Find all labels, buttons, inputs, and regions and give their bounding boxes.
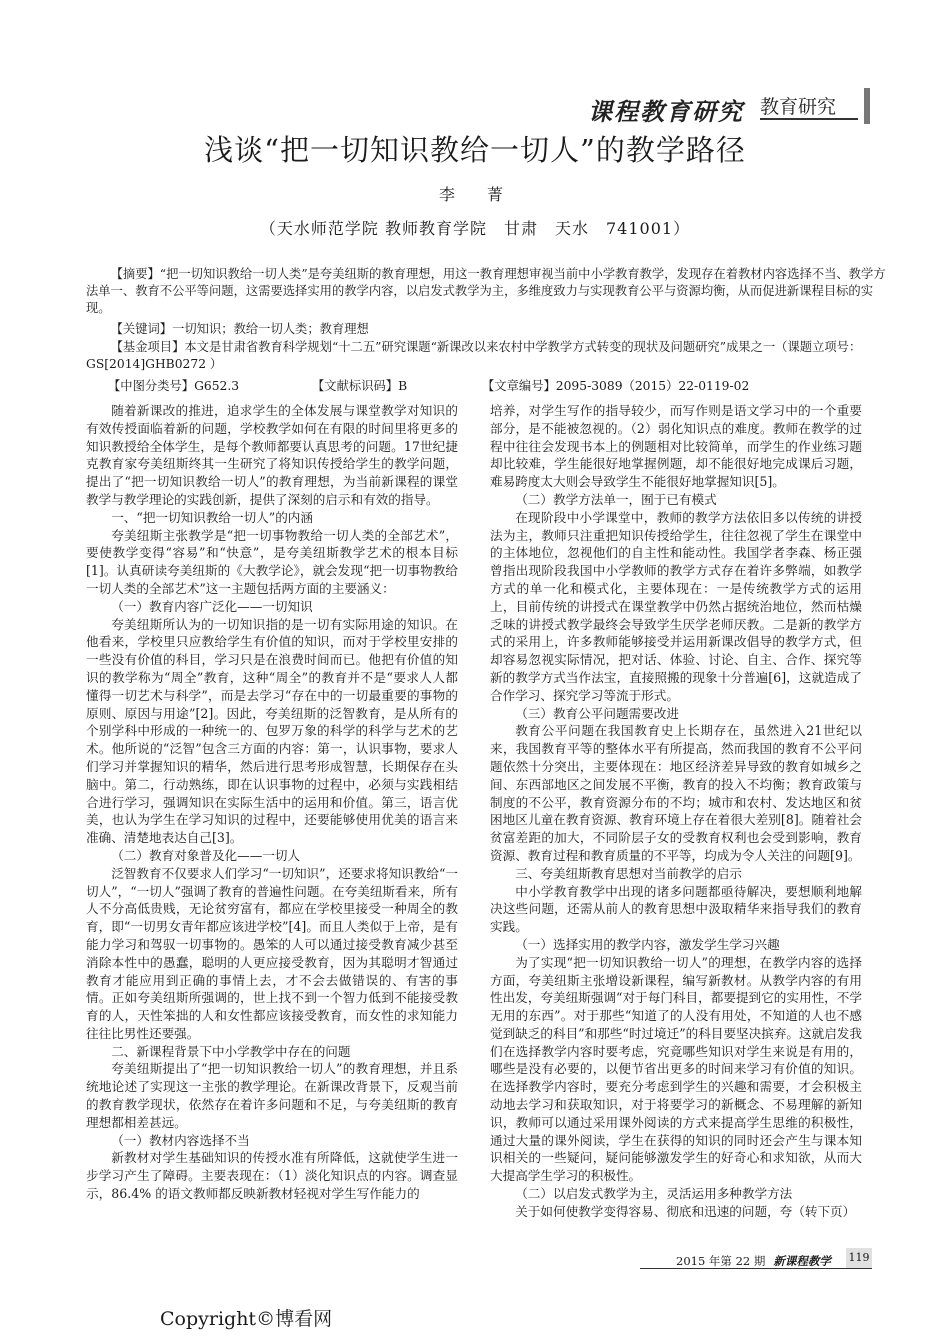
paragraph: 夸美纽斯提出了“把一切知识教给一切人”的教育理想，并且系统地论述了实现这一主张的教学理论。在新课改背景下，反观当前的教育教学现状，依然存在着许多问题和不足，与夸美纽斯的教育理想都相差甚远。 xyxy=(86,1061,458,1130)
author-name: 李 菁 xyxy=(438,185,511,204)
paragraph: 为了实现“把一切知识教给一切人”的理想，在教学内容的选择方面，夸美纽斯主张增设新课程，编写新教材。从教学内容的有用性出发，夸美纽斯强调“对于每门科目，都要提到它的实用性，不学无用的东西”。对于那些“知道了的人没有用处，不知道的人也不感觉到缺乏的科目”和那些“时过境迁”的科目要坚决摈弃。这就启发我们在选择教学内容时要考虑，究竟哪些知识对学生来说是有用的，哪些是没有必要的，以便节省出更多的时间来学习有价值的知识。在选择教学内容时，要充分考虑到学生的兴趣和需要，才会积极主动地去学习和获取知识，对于将要学习的新概念、不易理解的新知识，教师可以通过采用课外阅读的方式来提高学生思维的积极性，通过大量的课外阅读，学生在获得的知识的同时还会产生与课本知识相关的一些疑问，疑问能够激发学生的好奇心和求知欲，从而大大提高学生学习的积极性。 xyxy=(490,954,862,1184)
abstract-text: 【摘要】“把一切知识教给一切人类”是夸美纽斯的教育理想，用这一教育理想审视当前中小学教育教学，发现存在着教材内容选择不当、教学方法单一、教育不公平等问题，这需要选择实用的教学内容，以启发式教学为主，多维度致力与实现教育公平与资源均衡，从而促进新课程目标的实现。 xyxy=(86,267,886,315)
keywords xyxy=(86,321,886,338)
subsection-heading: （二）教育对象普及化——一切人 xyxy=(111,847,301,863)
paragraph: 教育公平问题在我国教育史上长期存在，虽然进入21世纪以来，我国教育平等的整体水平有所提高，然而我国的教育不公平问题依然十分突出，主要体现在：地区经济差异导致的教育如城乡之间、东西部地区之间发展不平衡，教育的投入不均衡；教育政策与制度的不公平，教育资源分布的不均；城市和农村、发达地区和贫困地区儿童在教育资源、教育环境上存在着很大差别[8]。随着社会贫富差距的加大，不同阶层子女的受教育权利也会受到影响，教育资源、教育过程和教育质量的不平等，均成为令人关注的问题[9]。 xyxy=(490,723,862,863)
section-heading: 一、“把一切知识教给一切人”的内涵 xyxy=(111,509,313,525)
journal-logo: 课程教育研究 xyxy=(588,97,744,126)
page-footer xyxy=(676,1253,831,1269)
document-code: 【文献标识码】B xyxy=(312,379,408,393)
paragraph: 培养，对学生写作的指导较少，而写作则是语文学习中的一个重要部分，是不能被忽视的。（2）弱化知识点的难度。教师在教学的过程中往往会发现书本上的例题相对比较简单，而学生的作业练习题却比较难，学生能很好地掌握例题，却不能很好地完成课后习题，难易跨度太大则会导致学生不能很好地掌握知识[5]。 xyxy=(490,403,862,490)
issue-info: 2015 年第 22 期 xyxy=(676,1254,766,1268)
article-number: 【文章编号】2095-3089（2015）22-0119-02 xyxy=(482,379,750,393)
subsection-heading: （二）教学方法单一，囿于已有模式 xyxy=(515,491,717,507)
running-header xyxy=(560,88,870,124)
paragraph: 关于如何使教学变得容易、彻底和迅速的问题，夸（转下页） xyxy=(515,1203,856,1219)
fund-project xyxy=(86,339,886,373)
paragraph: 新教材对学生基础知识的传授水准有所降低，这就使学生进一步学习产生了障碍。主要表现在：（1）淡化知识点的内容。调查显示，86.4% 的语文教师都反映新教材轻视对学生写作能力的 xyxy=(86,1150,458,1202)
body-column-right xyxy=(490,402,862,1270)
footer-rule xyxy=(640,1268,872,1269)
subsection-heading: （二）以启发式教学为主，灵活运用多种教学方法 xyxy=(515,1186,793,1202)
paragraph: 随着新课改的推进，追求学生的全体发展与课堂教学对知识的有效传授面临着新的问题，学校教学如何在有限的时间里将更多的知识教授给全体学生，是每个教师都要认真思考的问题。17世纪捷克教育家夸美纽斯终其一生研究了将知识传授给学生的教学问题，提出了“把一切知识教给一切人”的教育理想，为当前新课程的课堂教学与教学理论的实践创新，提供了深刻的启示和有效的指导。 xyxy=(86,403,458,507)
keywords-text: 【关键词】一切知识；教给一切人类；教育理想 xyxy=(110,322,369,336)
article-title: 浅谈“把一切知识教给一切人”的教学路径 xyxy=(204,133,746,167)
abstract xyxy=(86,266,886,317)
paragraph: 在现阶段中小学课堂中，教师的教学方法依旧多以传统的讲授法为主，教师只注重把知识传授给学生，往往忽视了学生在课堂中的主体地位，忽视他们的自主性和能动性。我国学者李森、杨正强曾指出现阶段我国中小学教师的教学方式存在着许多弊端，如教学方式的单一化和模式化，主要体现在：一是传统教学方式的运用上，目前传统的讲授式在课堂教学中仍然占据统治地位，然而枯燥乏味的讲授式教学最终会导致学生厌学老师厌教。二是新的教学方式的采用上，许多教师能够接受并运用新课改倡导的教学方式，但却容易忽视实际情况，把对话、体验、讨论、自主、合作、探究等新的教学方式当作法宝，直接照搬的现象十分普遍[6]，这就造成了合作学习、探究学习等流于形式。 xyxy=(490,509,862,703)
paragraph: 夸美纽斯所认为的一切知识指的是一切有实际用途的知识。在他看来，学校里只应教给学生有价值的知识，而对于学校里安排的一些没有价值的科目，学习只是在浪费时间而已。他把有价值的知识的教学称为“周全”教育，这种“周全”的教育并不是“要求人人都懂得一切艺术与科学”，而是去学习“存在中的一切最重要的事物的原则、原因与用途”[2]。因此，夸美纽斯的泛智教育，是从所有的个别学科中形成的一种统一的、包罗万象的科学的科学与艺术的艺术。他所说的“泛智”包含三方面的内容：第一，认识事物，要求人们学习并掌握知识的精华，然后进行思考形成智慧，长期保存在头脑中。第二，行动熟练，即在认识事物的过程中，必须与实践相结合进行学习，强调知识在实际生活中的运用和价值。第三，语言优美，也认为学生在学习知识的过程中，还要能够使用优美的语言来准确、清楚地表达自己[3]。 xyxy=(86,616,458,846)
paragraph: 夸美纽斯主张教学是“把一切事物教给一切人类的全部艺术”，要使教学变得“容易”和“快意”，是夸美纽斯教学艺术的根本目标[1]。认真研读夸美纽斯的《大教学论》，就会发现“把一切事物教给一切人类的全部艺术”这一主题包括两方面的主要涵义： xyxy=(86,527,458,596)
paragraph: 中小学教育教学中出现的诸多问题都亟待解决，要想顺利地解决这些问题，还需从前人的教育思想中汲取精华来指导我们的教育实践。 xyxy=(490,883,862,935)
author-affiliation: （天水师范学院 教师教育学院 甘肃 天水 741001） xyxy=(259,219,691,238)
subsection-heading: （三）教育公平问题需要改进 xyxy=(515,705,679,721)
clc-number: 【中图分类号】G652.3 xyxy=(108,379,240,393)
section-label: 教育研究 xyxy=(760,96,837,118)
magazine-name: 新课程教学 xyxy=(773,1254,831,1268)
subsection-heading: （一）教育内容广泛化——一切知识 xyxy=(111,598,313,614)
body-column-left xyxy=(86,402,458,1270)
page-number: 119 xyxy=(846,1248,872,1268)
fund-text: 【基金项目】本文是甘肃省教育科学规划“十二五”研究课题“新课改以来农村中学教学方式转变的现状及问题研究”成果之一（课题立项号：GS[2014]GHB0272 ） xyxy=(86,340,862,371)
paragraph: 泛智教育不仅要求人们学习“一切知识”，还要求将知识教给“一切人”，“一切人”强调了教育的普遍性问题。在夸美纽斯看来，所有人不分高低贵贱，无论贫穷富有，都应在学校里接受一种周全的教育，即“一切男女青年都应该进学校”[4]。而且人类似于上帝，是有能力学习和驾驭一切事物的。愚笨的人可以通过接受教育减少甚至消除本性中的愚蠢，聪明的人更应接受教育，因为其聪明才智通过教育才能应用到正确的事情上去，才不会去做错误的、有害的事情。正如夸美纽斯所强调的，世上找不到一个智力低到不能接受教育的人，天性笨拙的人和女性都应该接受教育，而女性的求知能力往往比男性还要强。 xyxy=(86,865,458,1041)
section-heading: 三、夸美纽斯教育思想对当前教学的启示 xyxy=(515,865,742,881)
header-rule xyxy=(760,118,858,120)
subsection-heading: （一）教材内容选择不当 xyxy=(111,1132,250,1148)
section-heading: 二、新课程背景下中小学教学中存在的问题 xyxy=(111,1043,351,1059)
copyright-watermark: Copyright©博看网 xyxy=(160,1308,333,1330)
header-bar xyxy=(864,88,870,124)
subsection-heading: （一）选择实用的教学内容，激发学生学习兴趣 xyxy=(515,936,780,952)
